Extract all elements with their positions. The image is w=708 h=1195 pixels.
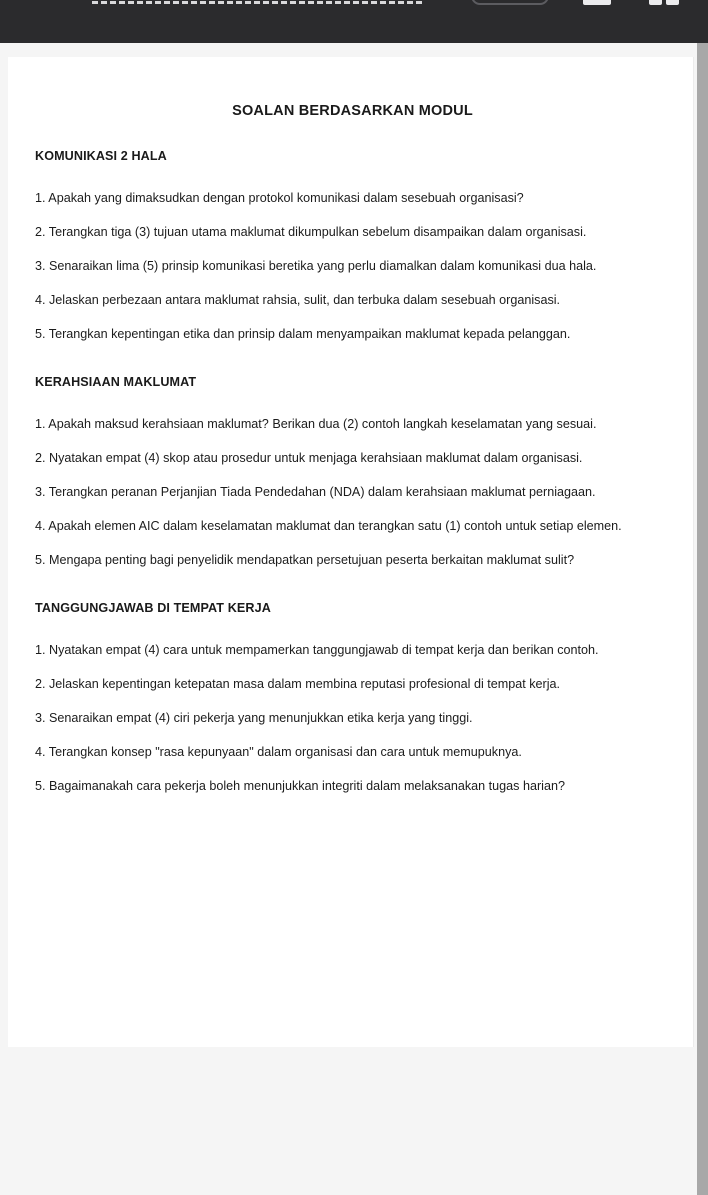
question-item: 2. Nyatakan empat (4) skop atau prosedur untuk menjaga kerahsiaan maklumat dalam organisasi. (35, 451, 583, 465)
toolbar-controls-row (0, 0, 708, 8)
document-viewer (0, 43, 708, 1195)
page-title: SOALAN BERDASARKAN MODUL (232, 103, 473, 119)
grid-icon-cell-right (666, 0, 679, 5)
question-item: 4. Terangkan konsep "rasa kepunyaan" dalam organisasi dan cara untuk memupuknya. (35, 745, 522, 759)
document-name-label[interactable] (92, 0, 422, 4)
section-heading: KERAHSIAAN MAKLUMAT (35, 375, 197, 389)
question-item: 3. Senaraikan empat (4) ciri pekerja yang menunjukkan etika kerja yang tinggi. (35, 711, 473, 725)
section-heading: KOMUNIKASI 2 HALA (35, 149, 167, 163)
question-item: 3. Senaraikan lima (5) prinsip komunikasi beretika yang perlu diamalkan dalam komunikasi dua hala. (35, 259, 597, 273)
toolbar-pill-button[interactable] (471, 0, 549, 5)
scrollbar-track[interactable] (697, 43, 708, 1195)
document-page (8, 57, 694, 1047)
document-section (35, 375, 670, 577)
question-item: 2. Terangkan tiga (3) tujuan utama maklumat dikumpulkan sebelum disampaikan dalam organisasi. (35, 225, 587, 239)
question-item: 5. Terangkan kepentingan etika dan prinsip dalam menyampaikan maklumat kepada pelanggan. (35, 327, 571, 341)
question-item: 3. Terangkan peranan Perjanjian Tiada Pendedahan (NDA) dalam kerahsiaan maklumat perniagaan. (35, 485, 596, 499)
document-section (35, 601, 670, 803)
question-item: 1. Nyatakan empat (4) cara untuk mempamerkan tanggungjawab di tempat kerja dan berikan contoh. (35, 643, 599, 657)
question-item: 4. Jelaskan perbezaan antara maklumat rahsia, sulit, dan terbuka dalam sesebuah organisasi. (35, 293, 561, 307)
app-toolbar (0, 0, 708, 43)
question-item: 5. Bagaimanakah cara pekerja boleh menunjukkan integriti dalam melaksanakan tugas harian? (35, 779, 565, 793)
grid-icon-cell-left (649, 0, 662, 5)
grid-icon[interactable] (649, 0, 679, 5)
tab-icon[interactable] (583, 0, 611, 5)
question-item: 5. Mengapa penting bagi penyelidik mendapatkan persetujuan peserta berkaitan maklumat sulit? (35, 553, 575, 567)
document-body (8, 57, 693, 803)
question-item: 4. Apakah elemen AIC dalam keselamatan maklumat dan terangkan satu (1) contoh untuk setiap elemen. (35, 519, 622, 533)
scrollbar-thumb[interactable] (697, 43, 708, 1195)
question-item: 2. Jelaskan kepentingan ketepatan masa dalam membina reputasi profesional di tempat kerja. (35, 677, 561, 691)
document-section (35, 149, 670, 351)
question-item: 1. Apakah maksud kerahsiaan maklumat? Berikan dua (2) contoh langkah keselamatan yang sesuai. (35, 417, 597, 431)
question-item: 1. Apakah yang dimaksudkan dengan protokol komunikasi dalam sesebuah organisasi? (35, 191, 524, 205)
section-heading: TANGGUNGJAWAB DI TEMPAT KERJA (35, 601, 271, 615)
